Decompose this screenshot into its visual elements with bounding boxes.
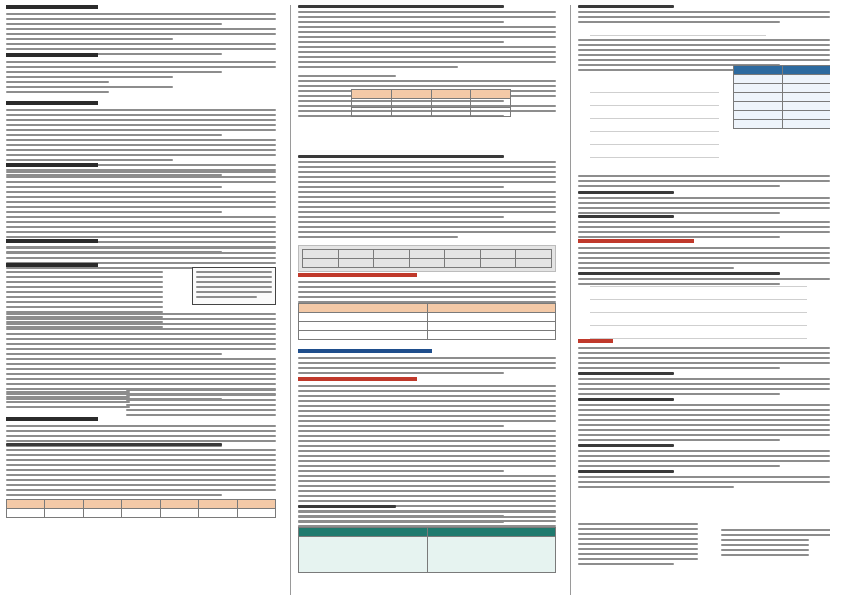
section-pseudo-random	[298, 349, 556, 377]
section-heading	[6, 53, 98, 57]
formula-line	[590, 277, 807, 287]
section-dependence-test	[578, 191, 830, 217]
section-heading	[6, 263, 98, 267]
section-heading	[298, 377, 417, 381]
chi-square-formula	[590, 26, 766, 36]
formula-line	[590, 83, 719, 93]
section-event-scheduling	[6, 443, 276, 504]
section-heading	[6, 5, 98, 9]
section-heading	[6, 239, 98, 243]
process-table	[351, 89, 511, 117]
section-process-interaction	[298, 5, 556, 71]
section-model-types	[6, 5, 276, 58]
formula-line	[590, 290, 807, 300]
inverse-transform-example	[578, 275, 830, 342]
section-heading	[298, 273, 417, 277]
section-heading	[6, 163, 98, 167]
formula-line	[590, 96, 719, 106]
formula-line	[590, 148, 719, 158]
section-heading	[6, 101, 98, 105]
section-runs-test	[578, 215, 830, 241]
chi-square-conclusion	[578, 175, 830, 190]
formula-line	[590, 303, 807, 313]
section-design-of-experiments	[578, 339, 830, 491]
formula-line	[590, 316, 807, 326]
formula-line	[590, 135, 719, 145]
rng-properties-table	[298, 527, 556, 573]
experiment-combinations	[721, 529, 830, 559]
transient-state-note	[126, 389, 276, 419]
section-chi-square-test	[578, 5, 830, 74]
rng-table	[298, 303, 556, 340]
column-right	[570, 5, 830, 595]
section-heading	[298, 349, 432, 353]
column-middle	[290, 5, 556, 595]
column-left	[6, 5, 276, 595]
formula-line	[590, 329, 807, 339]
section-heading	[578, 339, 613, 343]
section-model-creation	[6, 53, 276, 96]
section-heading	[578, 239, 694, 243]
formula-line	[590, 122, 719, 132]
formula-line	[590, 109, 719, 119]
section-activity-scanning	[298, 155, 556, 241]
section-heading	[6, 417, 98, 421]
experiment-factors	[578, 523, 698, 568]
events-table	[6, 499, 276, 518]
chi-square-worked-example	[578, 81, 728, 161]
frequency-table	[733, 65, 830, 129]
activity-table	[298, 245, 556, 272]
rng-example-box	[192, 267, 276, 305]
